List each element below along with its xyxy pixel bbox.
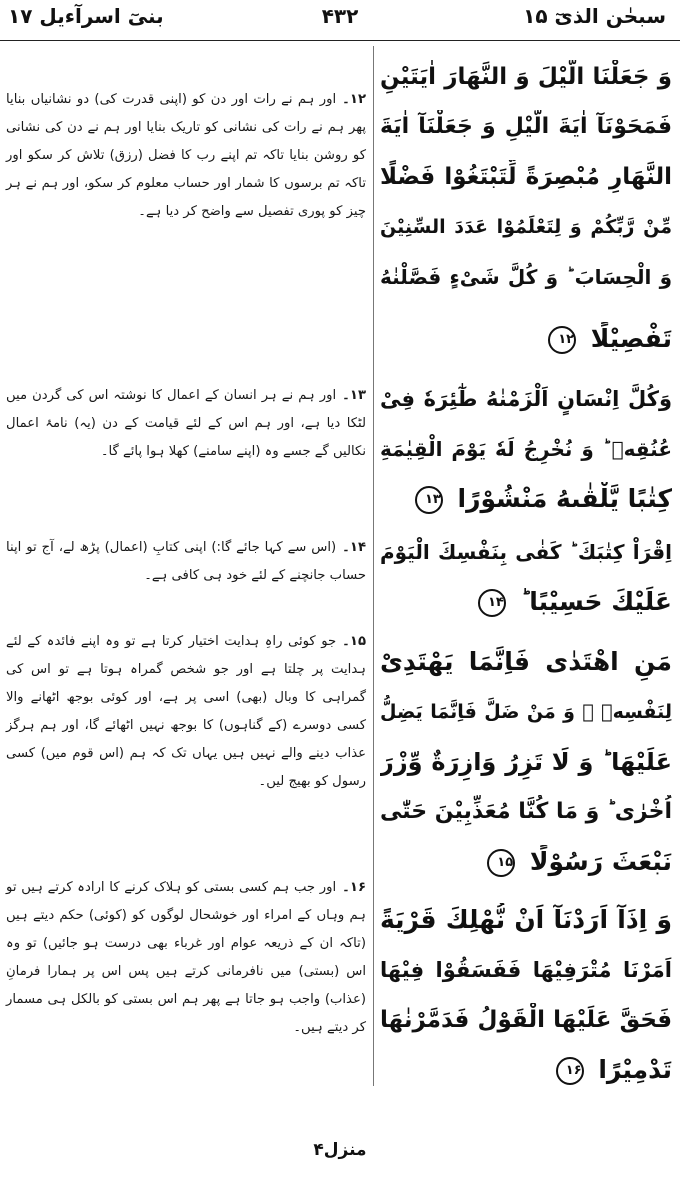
page-number: ۴۳۲ [321, 4, 359, 28]
arabic-line [380, 585, 672, 627]
arabic-line [380, 322, 672, 364]
translation-text: اور ہم نے رات اور دن کو (اپنی قدرت کی) دو نشانیاں بنایا پھر ہم نے رات کی نشانی کو تاریک بنایا اور ہم نے دن کی نشانی کو روشن بنایا تاکہ تم اپنے رب کا فضل (رزق) تلاش کر سکو اور تاکہ تم برسوں کا شمار اور حساب معلوم کر سکو، اور ہم نے ہر چیز کو پوری تفصیل سے واضح کر دیا ہے۔ [6, 92, 366, 219]
manzil-footer: منزل۴ [313, 1140, 367, 1160]
juz-name: سبحٰن الذیٓ ۱۵ [523, 4, 666, 28]
ayah-number-marker: ۱۶ [556, 1057, 584, 1085]
arabic-line: فَمَحَوْنَآ اٰيَةَ الَّيْلِ وَ جَعَلْنَآ اٰيَةَ [380, 114, 672, 139]
arabic-line-text: نَبْعَثَ رَسُوْلًا [529, 847, 672, 876]
arabic-line: مَنِ اهْتَدٰى فَاِنَّمَا يَهْتَدِیْ [380, 647, 672, 676]
arabic-line: النَّهَارِ مُبْصِرَةً لِّتَبْتَغُوْا فَضْلًا [380, 164, 672, 190]
translation-text: اور ہم نے ہر انسان کے اعمال کا نوشتہ اس کی گردن میں لٹکا دیا ہے، اور ہم اس کے لئے قیامت کے دن (یہ) نامۂ اعمال نکالیں گے جسے وہ (اپنے سامنے) کھلا ہوا پائے گا۔ [6, 388, 366, 459]
translation-paragraph [6, 874, 366, 1042]
translation-paragraph [6, 534, 366, 590]
ayah-number-marker: ۱۵ [487, 849, 515, 877]
verse-number: ۱۴۔ [342, 540, 366, 555]
arabic-text-column [380, 60, 672, 1085]
verse-number: ۱۲۔ [342, 92, 366, 107]
ayah-number-marker: ۱۲ [548, 326, 576, 354]
arabic-line [380, 845, 672, 887]
arabic-line: وَكُلَّ اِنْسَانٍ اَلْزَمْنٰهُ طٰٓئِرَهٗ فِیْ [380, 387, 672, 411]
verse-number: ۱۳۔ [342, 388, 366, 403]
arabic-line [380, 482, 672, 524]
arabic-line-text: تَفْصِيْلًا [590, 324, 672, 353]
translation-paragraph [6, 86, 366, 226]
arabic-line: وَ جَعَلْنَا الَّيْلَ وَ النَّهَارَ اٰيَتَيْنِ [380, 64, 672, 90]
arabic-line: اَمَرْنَا مُتْرَفِيْهَا فَفَسَقُوْا فِيْهَا [380, 958, 672, 982]
arabic-line: فَحَقَّ عَلَيْهَا الْقَوْلُ فَدَمَّرْنٰهَا [380, 1007, 672, 1033]
verse-number: ۱۵۔ [342, 634, 366, 649]
surah-name: بنیٓ اسرآءیل ۱۷ [8, 4, 164, 28]
arabic-line-text: كِتٰبًا يَّلْقٰىهُ مَنْشُوْرًا [457, 484, 672, 513]
arabic-line: لِنَفْسِهٖ ۚ وَ مَنْ ضَلَّ فَاِنَّمَا يَضِلُّ [380, 701, 672, 723]
column-divider [373, 46, 374, 1086]
translation-paragraph [6, 382, 366, 466]
verse-number: ۱۶۔ [342, 880, 366, 895]
arabic-line: اُخْرٰى ؕ وَ مَا كُنَّا مُعَذِّبِيْنَ حَتّٰى [380, 799, 672, 824]
arabic-line: اِقْرَاْ كِتٰبَكَ ؕ كَفٰى بِنَفْسِكَ الْيَوْمَ [380, 540, 672, 564]
translation-text: اور جب ہم کسی بستی کو ہلاک کرنے کا ارادہ کرتے ہیں تو ہم وہاں کے امراء اور خوشحال لوگوں کو (کوئی) حکم دیتے ہیں (تاکہ ان کے ذریعہ عوام اور غرباء بھی درست ہو جائیں) تو وہ اس (بستی) میں نافرمانی کرتے ہیں پس اس پر ہمارا فرمانِ (عذاب) واجب ہو جاتا ہے پھر ہم اس بستی کو بالکل ہی مسمار کر دیتے ہیں۔ [6, 880, 366, 1035]
ayah-number-marker: ۱۴ [478, 589, 506, 617]
translation-text: (اس سے کہا جائے گا:) اپنی کتابِ (اعمال) پڑھ لے، آج تو اپنا حساب جانچنے کے لئے خود ہی کافی ہے۔ [6, 540, 366, 583]
arabic-line: وَ الْحِسَابَ ؕ وَ كُلَّ شَیْءٍ فَصَّلْنٰهُ [380, 265, 672, 289]
arabic-line: مِّنْ رَّبِّكُمْ وَ لِتَعْلَمُوْا عَدَدَ السِّنِيْنَ [380, 216, 672, 238]
arabic-line: عَلَيْهَا ؕ وَ لَا تَزِرُ وَازِرَةٌ وِّزْرَ [380, 748, 672, 776]
page-header [0, 0, 680, 41]
translation-paragraph [6, 628, 366, 796]
ayah-number-marker: ۱۳ [415, 486, 443, 514]
arabic-line-text: تَدْمِيْرًا [598, 1055, 672, 1084]
arabic-line [380, 1053, 672, 1095]
translation-text: جو کوئی راہِ ہدایت اختیار کرتا ہے تو وہ اپنے فائدہ کے لئے ہدایت پر چلتا ہے اور جو شخص گمراہ ہوتا ہے تو اس کی گمراہی کا وبال (بھی) اسی پر ہے، اور کوئی بوجھ اٹھانے والا کسی دوسرے (کے گناہوں) کا بوجھ نہیں اٹھائے گا، اور ہم ہرگز عذاب دینے والے نہیں ہیں یہاں تک کہ ہم (اس قوم میں) کسی رسول کو بھیج لیں۔ [6, 634, 366, 789]
arabic-line: وَ اِذَآ اَرَدْنَآ اَنْ نُّهْلِكَ قَرْيَةً [380, 905, 672, 934]
arabic-line-text: عَلَيْكَ حَسِيْبًا ؕ [520, 587, 672, 616]
arabic-line: عُنُقِهٖ ؕ وَ نُخْرِجُ لَهٗ يَوْمَ الْقِيٰمَةِ [380, 437, 672, 461]
